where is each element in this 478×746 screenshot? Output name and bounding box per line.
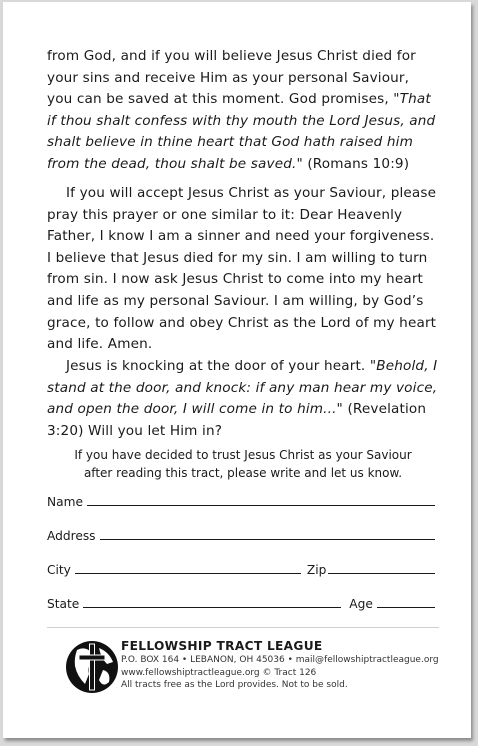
paragraph-knocking: [47, 356, 439, 442]
age-label: Age: [349, 597, 373, 611]
paragraph-salvation-lead: from God, and if you will believe Jesus Christ died for your sins and receive Him as your personal Saviour, you can be saved at this moment. God promises,: [47, 48, 416, 108]
contact-request-line-1: If you have decided to trust Jesus Christ as your Saviour: [74, 448, 412, 462]
address-label: Address: [47, 529, 96, 543]
name-row: [47, 491, 435, 509]
city-field-line[interactable]: [75, 561, 301, 574]
age-field-line[interactable]: [377, 595, 435, 608]
state-label: State: [47, 597, 80, 611]
address-field-line[interactable]: [100, 527, 435, 540]
romans-reference: (Romans 10:9): [302, 155, 410, 172]
address-row: [47, 525, 435, 543]
name-label: Name: [47, 495, 83, 509]
paragraph-prayer: [47, 183, 439, 356]
prayer-text: If you will accept Jesus Christ as your Saviour, please pray this prayer or one similar to it: Dear Heavenly Father, I know I am a sinner and need your forgiveness. I believe that Jesus died for my sin. I am willing to turn from sin. I now ask Jesus Christ to come into my heart and life as my personal Saviour. I am willing, by God’s grace, to follow and obey Christ as the Lord of my heart and life. Amen.: [47, 185, 437, 353]
tract-page: [3, 2, 471, 738]
globe-with-cross-icon: [65, 640, 119, 694]
state-field-line[interactable]: [83, 595, 341, 608]
paragraph-knocking-lead: Jesus is knocking at the door of your heart.: [66, 358, 370, 374]
publisher-website: www.fellowshiptractleague.org © Tract 126: [121, 667, 317, 678]
zip-label: Zip: [306, 563, 327, 577]
zip-field-line[interactable]: [328, 561, 435, 574]
contact-request: [47, 446, 439, 482]
city-zip-row: [47, 559, 435, 577]
publisher-address: P.O. BOX 164 • LEBANON, OH 45036 • mail@fellowshiptractleague.org: [121, 655, 439, 665]
paragraph-salvation: [47, 46, 439, 176]
state-age-row: [47, 593, 435, 611]
revelation-reference: (Revelation 3:20) Will you let Him in?: [47, 401, 427, 439]
footer-divider: [47, 627, 439, 628]
contact-request-line-2: after reading this tract, please write and let us know.: [83, 466, 403, 480]
revelation-quote: "Behold, I stand at the door, and knock: if any man hear my voice, and open the door, I will come in to him...": [47, 358, 438, 418]
publisher-info: [121, 638, 451, 692]
romans-quote: "That if thou shalt confess with thy mouth the Lord Jesus, and shalt believe in thine heart that God hath raised him from the dead, thou shalt be saved.": [47, 91, 436, 172]
city-label: City: [47, 563, 71, 577]
publisher-notice: All tracts free as the Lord provides. Not to be sold.: [121, 680, 348, 690]
name-field-line[interactable]: [87, 493, 435, 506]
publisher-name: FELLOWSHIP TRACT LEAGUE: [121, 639, 323, 653]
